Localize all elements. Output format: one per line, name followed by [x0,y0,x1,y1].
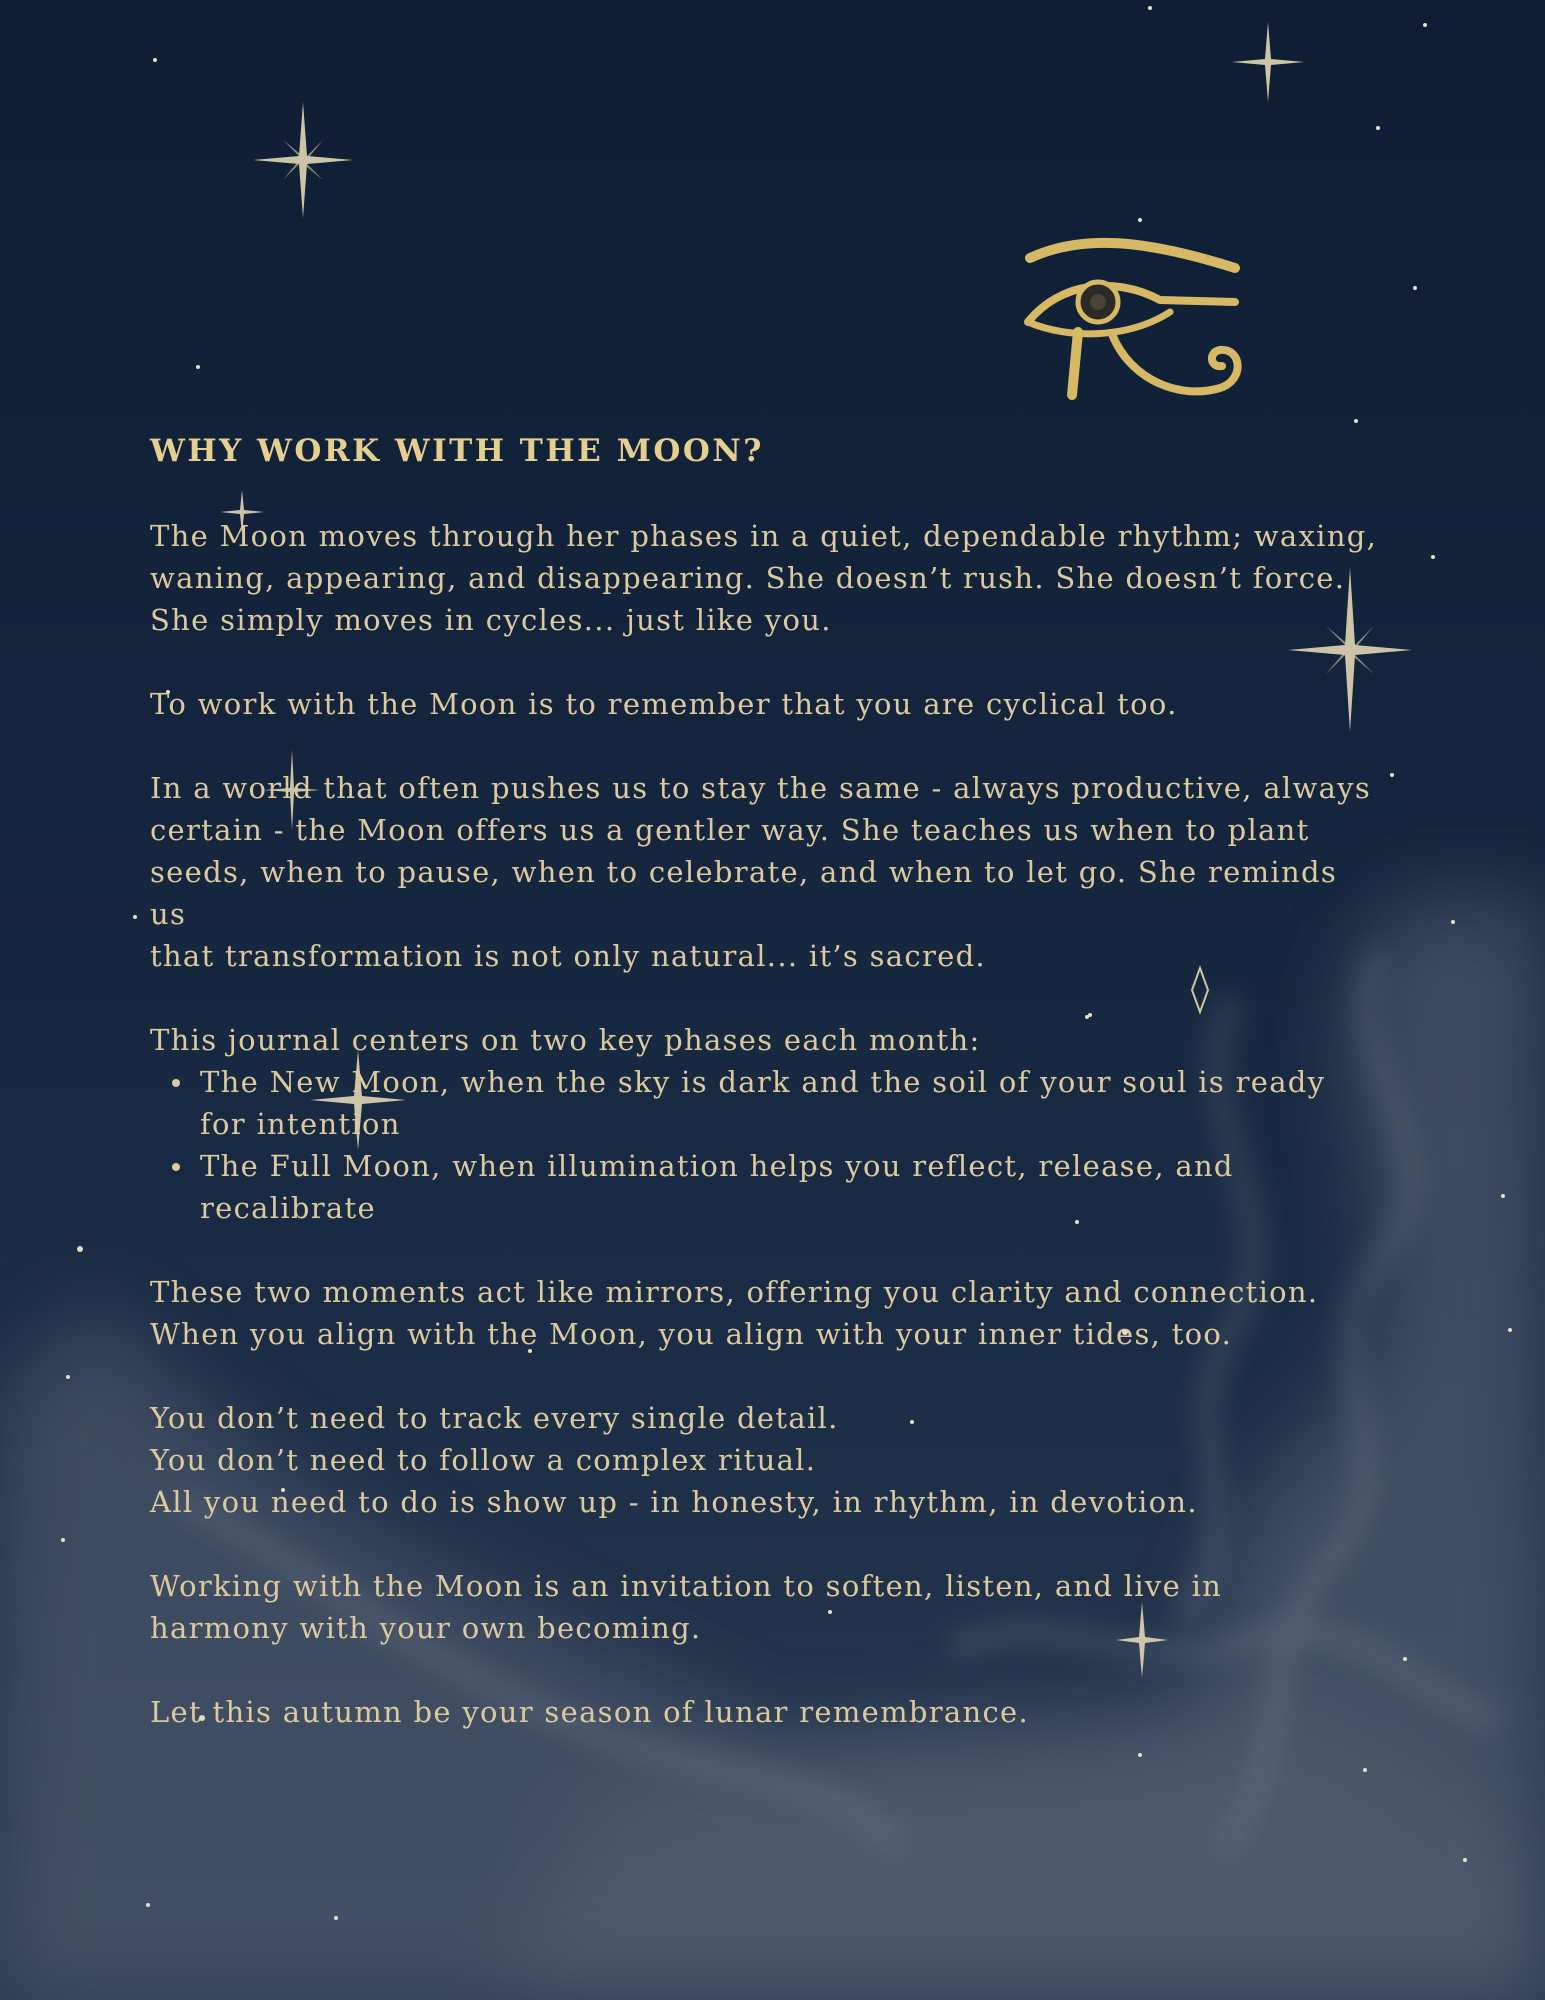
text-line: You don’t need to follow a complex ritual. [150,1443,817,1477]
text-line: When you align with the Moon, you align with your inner tides, too. [150,1317,1233,1351]
phases-list [150,1061,1380,1229]
eye-of-horus-icon [1020,230,1250,410]
paragraph-cyclical [150,683,1380,725]
text-line: The Full Moon, when illumination helps you reflect, release, and [200,1149,1234,1183]
main-content [150,430,1380,1775]
star-dot [153,58,157,62]
text-line: harmony with your own becoming. [150,1611,702,1645]
star-dot [1501,1194,1505,1198]
text-line: To work with the Moon is to remember that you are cyclical too. [150,687,1178,721]
bullet-icon [172,1163,180,1171]
list-item-new-moon [200,1061,1380,1145]
star-dot [1403,1657,1407,1661]
text-line: All you need to do is show up - in honesty, in rhythm, in devotion. [150,1485,1198,1519]
star-dot [1508,1328,1512,1332]
paragraph-closing [150,1691,1380,1733]
list-item-full-moon [200,1145,1380,1229]
page-title: WHY WORK WITH THE MOON? [150,433,764,469]
star-dot [1148,6,1152,10]
star-dot [1390,773,1394,777]
paragraph-moon-phases [150,515,1380,641]
star-dot [77,1246,83,1252]
text-line: certain - the Moon offers us a gentler way. She teaches us when to plant [150,813,1310,847]
paragraph-key-phases [150,1019,1380,1061]
text-line: This journal centers on two key phases each month: [150,1023,981,1057]
star-dot [133,915,137,919]
star-dot [1423,23,1427,27]
sparkle-star-icon [1232,22,1304,102]
text-line: waning, appearing, and disappearing. She doesn’t rush. She doesn’t force. [150,561,1346,595]
star-dot [1354,419,1358,423]
star-dot [196,365,200,369]
text-line: These two moments act like mirrors, offering you clarity and connection. [150,1275,1319,1309]
text-line: You don’t need to track every single detail. [150,1401,839,1435]
star-dot [66,1375,70,1379]
sparkle-star-icon [253,102,353,218]
paragraph-gentler-way [150,767,1380,977]
text-line: She simply moves in cycles... just like you. [150,603,832,637]
star-dot [61,1538,65,1542]
star-dot [1376,126,1380,130]
text-line: The New Moon, when the sky is dark and the soil of your soul is ready [200,1065,1326,1099]
paragraph-invitation [150,1565,1380,1649]
star-dot [146,1903,150,1907]
paragraph-mirrors [150,1271,1380,1355]
text-line: that transformation is not only natural... it’s sacred. [150,939,986,973]
star-dot [1138,218,1142,222]
star-dot [1451,920,1455,924]
text-line: In a world that often pushes us to stay the same - always productive, always [150,771,1372,805]
text-line: for intention [200,1107,401,1141]
text-line: recalibrate [200,1191,376,1225]
star-dot [1463,1858,1467,1862]
star-dot [334,1916,338,1920]
text-line: Working with the Moon is an invitation to soften, listen, and live in [150,1569,1223,1603]
text-line: Let this autumn be your season of lunar remembrance. [150,1695,1030,1729]
text-line: The Moon moves through her phases in a quiet, dependable rhythm; waxing, [150,519,1378,553]
star-dot [1413,286,1417,290]
paragraph-show-up [150,1397,1380,1523]
star-dot [1431,555,1435,559]
text-line: seeds, when to pause, when to celebrate, and when to let go. She reminds us [150,855,1338,931]
bullet-icon [172,1079,180,1087]
